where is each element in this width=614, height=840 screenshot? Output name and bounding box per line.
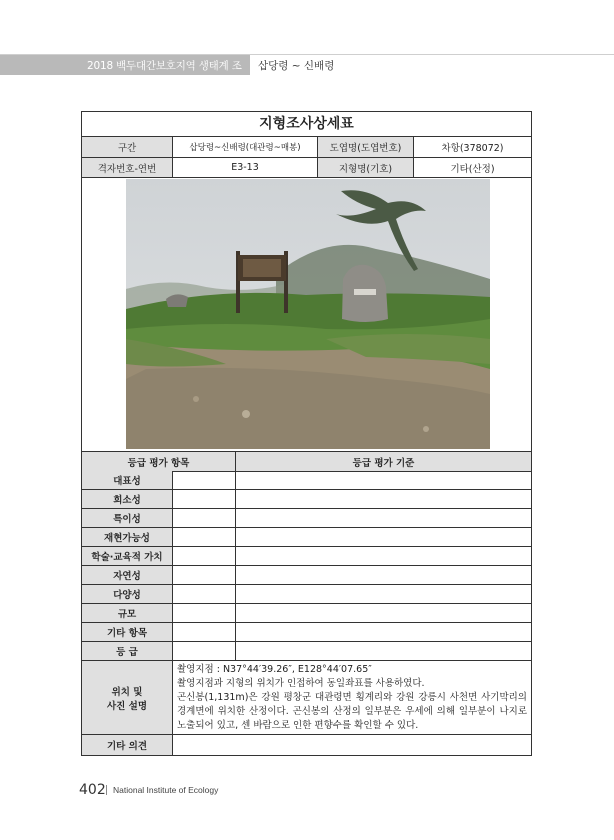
- location-description: [173, 661, 531, 734]
- map-sheet-label: 도엽명(도엽번호): [318, 137, 414, 157]
- eval-row: [82, 642, 531, 661]
- eval-criteria-cell: [236, 585, 531, 603]
- header-route-tab: [250, 55, 614, 75]
- header-route-title: 삽당령 ~ 신배령: [258, 60, 335, 72]
- coordinates-text: 촬영지점 : N37°44′39.26″, E128°44′07.65″: [177, 664, 372, 675]
- header-report-title: 2018 백두대간보호지역 생태계 조사: [87, 60, 242, 87]
- eval-item-label: 희소성: [82, 490, 173, 508]
- section-value: 삽당령~신배령(대관령~매봉): [173, 137, 318, 157]
- grid-row: [82, 158, 531, 178]
- eval-row: [82, 509, 531, 528]
- location-row: [82, 661, 531, 735]
- header-section-tab: [0, 55, 250, 87]
- eval-row: [82, 604, 531, 623]
- eval-criteria-cell: [236, 528, 531, 546]
- site-description: 곤신봉(1,131m)은 강원 평창군 대관령면 횡계리와 강원 강릉시 사천면 사기막리의 경계면에 위치한 산정이다. 곤신봉의 산정의 일부분은 우세에 의해 일부분이 나지로 노출되어 있고, 센 바람으로 인한 편향수를 확인할 수 있다.: [177, 692, 527, 731]
- eval-criteria-cell: [236, 623, 531, 641]
- eval-row: [82, 471, 531, 490]
- eval-criteria-cell: [236, 471, 531, 489]
- location-label-line-2: 사진 설명: [106, 700, 147, 712]
- eval-row: [82, 585, 531, 604]
- eval-grade-cell: [173, 623, 236, 641]
- eval-criteria-cell: [236, 566, 531, 584]
- landform-value: 기타(산정): [450, 163, 495, 175]
- eval-criteria-cell: [236, 547, 531, 565]
- terrain-survey-sheet: [81, 111, 532, 756]
- grid-label: 격자번호-연번: [82, 158, 173, 177]
- eval-item-header: 등급 평가 항목: [82, 452, 236, 471]
- eval-criteria-cell: [236, 604, 531, 622]
- eval-header-row: [82, 451, 531, 472]
- eval-item-label: 규모: [82, 604, 173, 622]
- eval-grade-cell: [173, 509, 236, 527]
- eval-item-label: 등 급: [82, 642, 173, 660]
- footer-separator: [106, 785, 107, 795]
- location-label: [82, 661, 173, 734]
- eval-criteria-header: 등급 평가 기준: [236, 452, 531, 471]
- eval-item-label: 다양성: [82, 585, 173, 603]
- eval-grade-cell: [173, 471, 236, 489]
- etc-label: 기타 의견: [82, 735, 173, 755]
- sheet-title: 지형조사상세표: [82, 112, 531, 137]
- eval-item-label: 특이성: [82, 509, 173, 527]
- eval-item-label: 재현가능성: [82, 528, 173, 546]
- eval-row: [82, 528, 531, 547]
- eval-row: [82, 490, 531, 509]
- page-number: 402: [79, 782, 106, 798]
- eval-row: [82, 566, 531, 585]
- eval-row: [82, 547, 531, 566]
- eval-grade-cell: [173, 566, 236, 584]
- map-sheet-value: 차항(378072): [441, 143, 504, 154]
- location-label-line-1: 위치 및: [111, 686, 143, 698]
- eval-criteria-cell: [236, 490, 531, 508]
- eval-criteria-cell: [236, 509, 531, 527]
- eval-item-label: 대표성: [82, 471, 173, 489]
- section-label: 구간: [82, 137, 173, 157]
- coordinate-note: 촬영지점과 지형의 위치가 인접하여 동일좌표를 사용하였다.: [177, 678, 425, 689]
- eval-grade-cell: [173, 490, 236, 508]
- landform-label: 지형명(기호): [318, 158, 414, 177]
- section-row: [82, 137, 531, 158]
- eval-grade-cell: [173, 604, 236, 622]
- eval-grade-cell: [173, 642, 236, 660]
- eval-grade-cell: [173, 547, 236, 565]
- eval-grade-cell: [173, 585, 236, 603]
- grid-value: E3-13: [173, 158, 318, 177]
- eval-item-label: 학술·교육적 가치: [82, 547, 173, 565]
- eval-item-label: 기타 항목: [82, 623, 173, 641]
- eval-grade-cell: [173, 528, 236, 546]
- eval-item-label: 자연성: [82, 566, 173, 584]
- eval-row: [82, 623, 531, 642]
- site-photo: [126, 179, 490, 449]
- eval-criteria-cell: [236, 642, 531, 660]
- etc-row: [82, 735, 531, 755]
- institution-name: National Institute of Ecology: [113, 785, 219, 795]
